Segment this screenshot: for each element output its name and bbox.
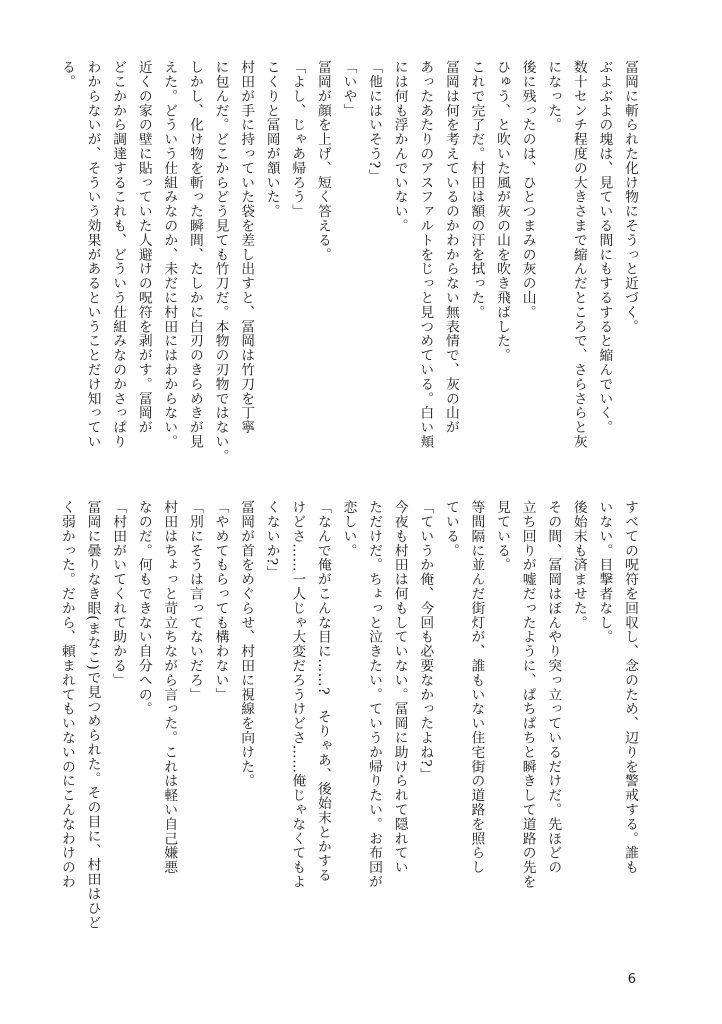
text-line: る。 xyxy=(58,60,75,89)
text-line: えた。どういう仕組みなのか、未だに村田にはわからない。 xyxy=(161,60,178,449)
text-line: ただけだ。ちょっと泣きたい。ていうか帰りたい。お布団が xyxy=(366,500,383,889)
text-line: けどさ……一人じゃ大変だろうけどさ……俺じゃなくてもよ xyxy=(289,500,306,889)
text-line: 恋しい。 xyxy=(340,500,357,558)
text-line: ている。 xyxy=(442,500,459,558)
text-line: 今夜も村田は何もしていない。冨岡に助けられて隠れてい xyxy=(391,500,408,875)
text-line: 「なんで俺がこんな目に……? そりゃあ、後始末とかする xyxy=(314,500,331,883)
text-line: 村田はちょっと苛立ちながら言った。これは軽い自己嫌悪 xyxy=(161,500,178,875)
text-line: わからないが、そういう効果があるということだけ知ってい xyxy=(84,60,101,449)
text-block-upper xyxy=(58,60,642,490)
text-line: 村田が手に持っていた袋を差し出すと、冨岡は竹刀を丁寧 xyxy=(238,60,255,435)
text-line: 後に残ったのは、ひとつまみの灰の山。 xyxy=(519,60,536,320)
text-line: すべての呪符を回収し、念のため、辺りを警戒する。誰も xyxy=(622,500,638,875)
text-line: こくりと冨岡が頷いた。 xyxy=(263,60,280,219)
text-line: 「いや」 xyxy=(340,60,357,118)
page-number: 6 xyxy=(627,972,636,987)
text-line: には何も浮かんでいない。 xyxy=(391,60,408,233)
text-line: 「別にそうは言ってないだろ」 xyxy=(186,500,203,702)
text-line: に包んだ。どこからどう見ても竹刀だ。本物の刃物ではない。 xyxy=(212,60,229,464)
text-line: 等間隔に並んだ街灯が、誰もいない住宅街の道路を照らし xyxy=(468,500,485,875)
text-line: くないか?」 xyxy=(263,500,280,580)
text-line: あったあたりのアスファルトをじっと見つめている。白い頬 xyxy=(417,60,434,449)
text-line: その間、冨岡はぼんやり突っ立っているだけだ。先ほどの xyxy=(545,500,562,875)
text-line: 「よし、じゃあ帰ろう」 xyxy=(289,60,306,219)
text-line: 立ち回りが嘘だったように、ぱちぱちと瞬きして道路の先を xyxy=(519,500,536,889)
text-line: 冨岡が首をめぐらせ、村田に視線を向けた。 xyxy=(238,500,255,788)
text-line: になった。 xyxy=(545,60,562,132)
text-line: 冨岡が顔を上げ、短く答える。 xyxy=(314,60,331,262)
text-line: いない。目撃者なし。 xyxy=(596,500,613,644)
text-line: 「他にはいそう?」 xyxy=(366,60,383,184)
text-line: 後始末も済ませた。 xyxy=(570,500,587,630)
text-line: 冨岡は何を考えているのかわからない無表情で、灰の山が xyxy=(442,60,459,435)
text-block-lower xyxy=(58,500,642,930)
text-line: 近くの家の壁に貼っていた人避けの呪符を剥がす。冨岡が xyxy=(135,60,152,435)
text-line: 冨岡に曇りなき眼(まなこ)で見つめられた。その目に、村田はひど xyxy=(84,500,101,930)
text-line: 冨岡に斬られた化け物にそうっと近づく。 xyxy=(622,60,638,334)
text-line: ぶよぶよの塊は、見ている間にもするすると縮んでいく。 xyxy=(596,60,613,435)
text-line: しかし、化け物を斬った瞬間、たしかに白刃のきらめきが見 xyxy=(186,60,203,449)
text-line: どこかから調達するこれも、どういう仕組みなのかさっぱり xyxy=(110,60,127,449)
text-line: なのだ。何もできない自分への。 xyxy=(135,500,152,716)
text-line: く弱かった。だから、頼まれてもいないのにこんなわけのわ xyxy=(58,500,75,889)
text-line: これで完了だ。村田は額の汗を拭った。 xyxy=(468,60,485,320)
text-line: 「やめてもらっても構わない」 xyxy=(212,500,229,702)
text-line: 「ていうか俺、今回も必要なかったよね?」 xyxy=(417,500,434,782)
text-line: 見ている。 xyxy=(494,500,511,572)
text-line: 数十センチ程度の大きさまで縮んだところで、さらさらと灰 xyxy=(570,60,587,449)
text-line: ひゅう、と吹いた風が灰の山を吹き飛ばした。 xyxy=(494,60,511,363)
text-line: 「村田がいてくれて助かる」 xyxy=(110,500,127,688)
